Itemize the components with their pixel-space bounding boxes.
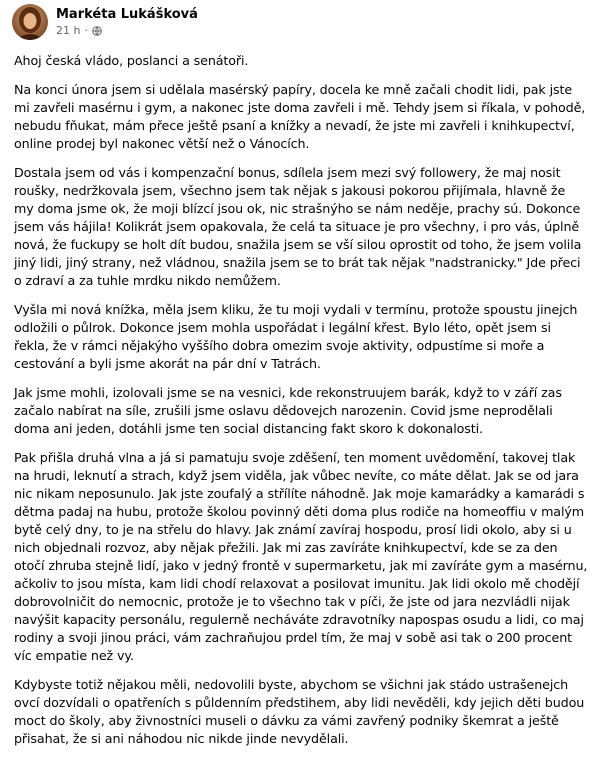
post-paragraph: Vyšla mi nová knížka, měla jsem kliku, že tu moji vydali v termínu, protože spoustu jinejch odložili o půlrok. Dokonce jsem mohla uspořádat i legální křest. Bylo léto, opět jsem si řekla, že v rámci nějakýho vyššího dobra omezim svoje aktivity, odpustíme si moře a cestování a byli jsme akorát na pár dní v Tatrách. [14, 302, 578, 371]
post-body [14, 52, 588, 759]
post-paragraph: Dostala jsem od vás i kompenzační bonus, sdílela jsem mezi svý followery, že maj nosit roušky, nedržkovala jsem, všechno jsem tak nějak s jakousi pokorou přijímala, hlavně že my doma jsme ok, že moji blízcí jsou ok, nic strašnýho se nám neděje, prachy sú. Dokonce jsem vás hájila! Kolikrát jsem opakovala, že celá ta situace je pro všechny, i pro vás, úplně nová, že fuckupy se holt dít budou, snažila jsem se vší silou oprostit od toho, že jsem volila jiný lidi, jiný strany, než vládnou, snažila jsem se to brát tak nějak "nadstranicky." Jde přeci o zdraví a za tuhle mrdku nikdo nemůžem. [14, 165, 582, 288]
post-timestamp[interactable]: 21 h [56, 24, 81, 37]
post-paragraph: Kdybyste totiž nějakou měli, nedovolili byste, abychom se všichni jak stádo ustrašenejch ovcí dozvídali o opatřeních s půldenním předstihem, aby lidi nevěděli, kdy jejich děti budou moct do školy, aby živnostníci museli o dávku za vámi zavřený podniky škemrat a ještě přisahat, že si ani náhodou nic nikde jinde nevydělali. [14, 677, 585, 746]
post-meta [56, 6, 198, 38]
profile-photo-avatar [12, 4, 48, 40]
separator-dot: · [84, 24, 88, 37]
post-greeting: Ahoj česká vládo, poslanci a senátoři. [14, 53, 249, 68]
post-paragraph: Na konci února jsem si udělala masérský papíry, docela ke mně začali chodit lidi, pak jste mi zavřeli masérnu i gym, a nakonec jste doma zavřeli i mě. Tehdy jsem si říkala, v pohodě, nebudu fňukat, mám přece ještě psaní a knížky a nevadí, že jste mi zavřeli i knihkupectví, online prodej byl nakonec větší než o Vánocích. [14, 82, 586, 151]
globe-icon[interactable] [92, 26, 102, 36]
post-paragraph: Pak přišla druhá vlna a já si pamatuju svoje zděšení, ten moment uvědomění, takovej tlak na hrudi, leknutí a strach, když jsem viděla, jak vůbec nevíte, co máte dělat. Jak se od jara nic nikam neposunulo. Jak jste zoufalý a střílíte náhodně. Jak moje kamarádky a kamarádi s dětma padaj na hubu, protože školou povinný děti doma plus rodiče na homeoffiu v malým bytě celý dny, to je na střelu do hlavy. Jak známí zavíraj hospodu, prosí lidi okolo, aby si u nich objednali rozvoz, aby nějak přežili. Jak mi zas zavíráte knihkupectví, kde se za den otočí zhruba stejně lidí, jako v jedný frontě v supermarketu, jak mi zavíráte gym a masérnu, ačkoliv to jsou místa, kam lidi chodí relaxovat a posilovat imunitu. Jak lidi okolo mě chodějí dobrovolničit do nemocnic, protože je to všechno tak v píči, že jste od jara nezvládli nijak navýšit kapacity personálu, regulerně necháváte zdravotníky napospas osudu a lidi, co maj rodiny a svoji jinou práci, vám zachraňujou prdel tím, že maj v sobě asi tak o 200 procent víc empatie než vy. [14, 450, 588, 663]
author-name[interactable]: Markéta Lukášková [56, 7, 198, 22]
timestamp-row [56, 24, 198, 38]
post-header [12, 4, 198, 40]
post-paragraph: Jak jsme mohli, izolovali jsme se na vesnici, kde rekonstruujem barák, když to v září zas začalo nabírat na síle, zrušili jsme oslavu dědovejch narozenin. Covid jsme neprodělali doma ani jeden, dotáhli jsme ten social distancing fakt skoro k dokonalosti. [14, 385, 562, 436]
author-avatar[interactable] [12, 4, 48, 40]
